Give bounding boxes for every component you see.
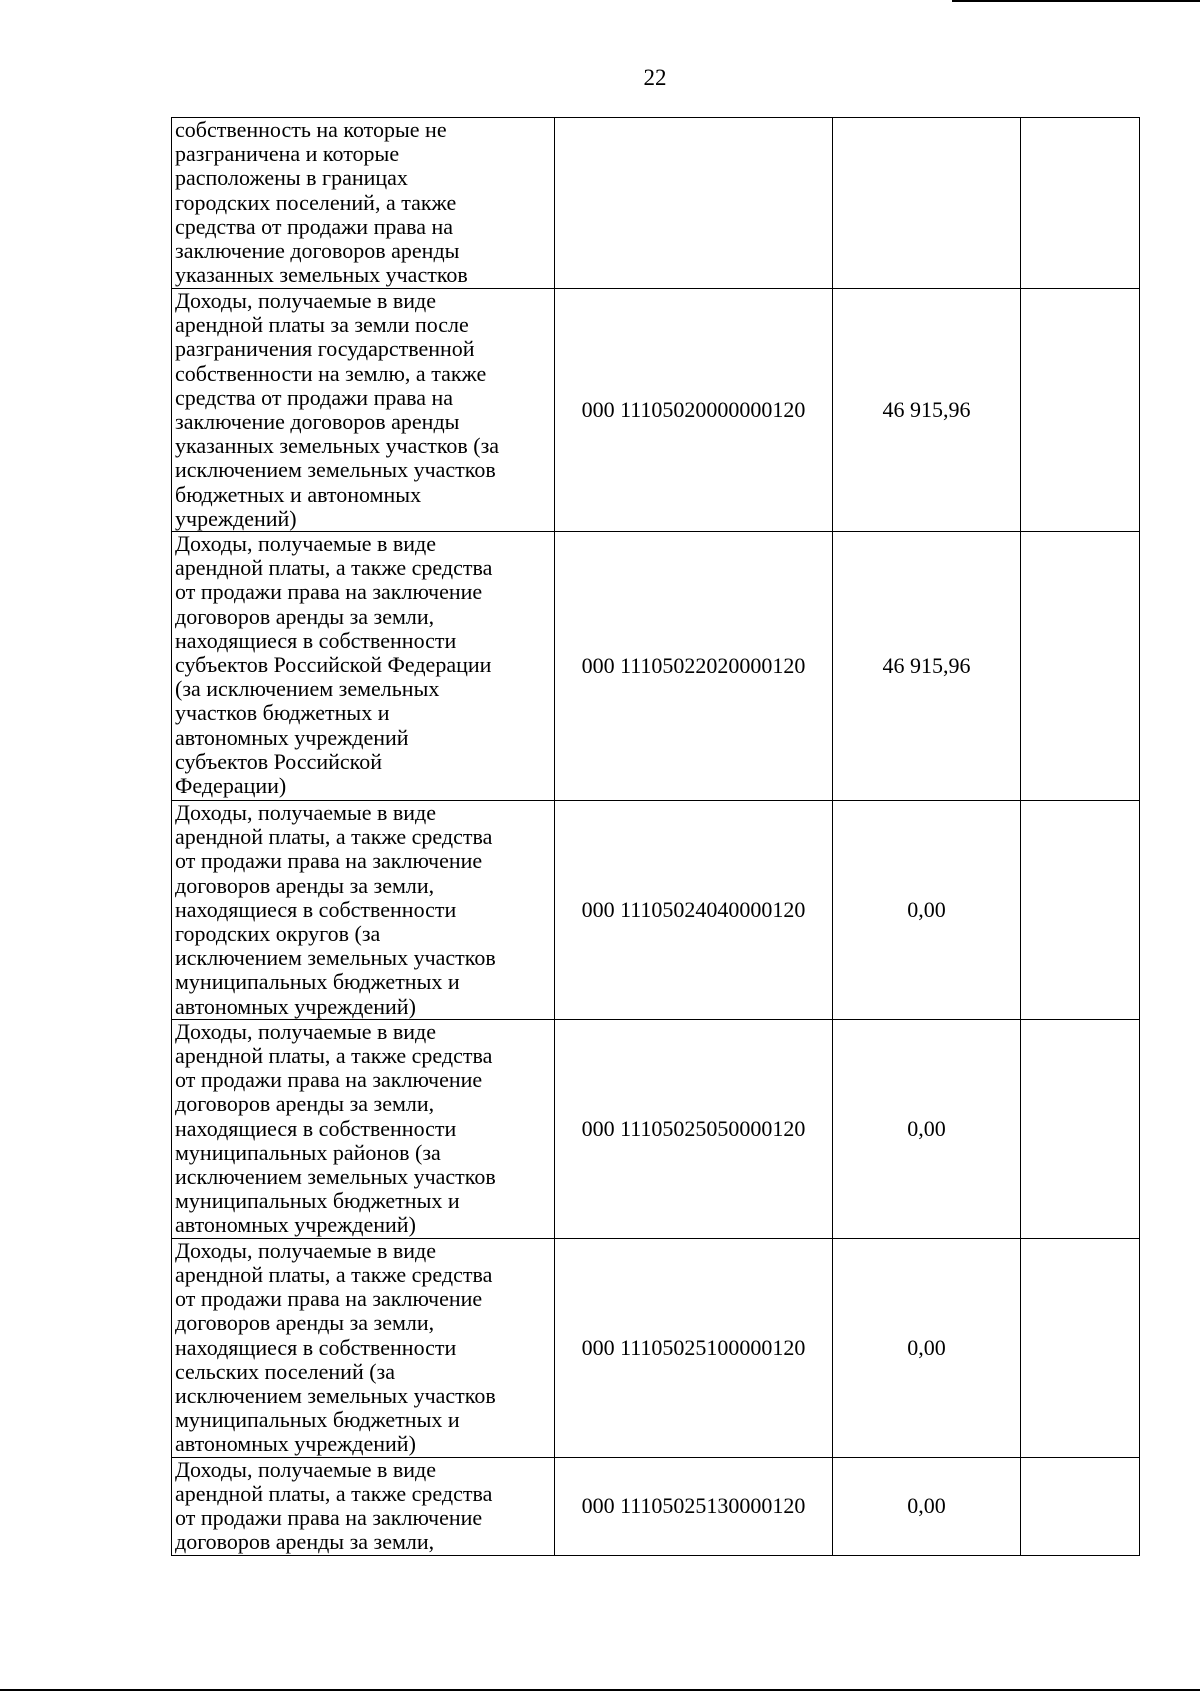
extra-cell: [1021, 1457, 1140, 1555]
revenue-name-cell: Доходы, получаемые в виде арендной платы за земли после разграничения государственной собственности на землю, а также средства от продажи права на заключение договоров аренды указанных земельных участков (за исключением земельных участков бюджетных и автономных учреждений): [172, 289, 555, 532]
page-number: 22: [643, 65, 667, 90]
amount-cell: 0,00: [833, 1238, 1021, 1457]
revenue-name-cell: Доходы, получаемые в виде арендной платы, а также средства от продажи права на заключение договоров аренды за земли, находящиеся в собственности городских округов (за исключением земельных участков муниципальных бюджетных и автономных учреждений): [172, 801, 555, 1020]
revenue-name-cell: Доходы, получаемые в виде арендной платы, а также средства от продажи права на заключение договоров аренды за земли, находящиеся в собственности субъектов Российской Федерации (за исключением земельных участков бюджетных и автономных учреждений субъектов Российской Федерации): [172, 532, 555, 801]
table-row: [172, 1019, 1140, 1238]
extra-cell: [1021, 118, 1140, 289]
revenue-name-cell: Доходы, получаемые в виде арендной платы, а также средства от продажи права на заключение договоров аренды за земли, находящиеся в собственности сельских поселений (за исключением земельных участков муниципальных бюджетных и автономных учреждений): [172, 1238, 555, 1457]
extra-cell: [1021, 289, 1140, 532]
amount-cell: 0,00: [833, 1457, 1021, 1555]
table-row: [172, 1457, 1140, 1555]
extra-cell: [1021, 1238, 1140, 1457]
revenue-name-cell: Доходы, получаемые в виде арендной платы, а также средства от продажи права на заключение договоров аренды за земли, находящиеся в собственности муниципальных районов (за исключением земельных участков муниципальных бюджетных и автономных учреждений): [172, 1019, 555, 1238]
budget-code-cell: 000 11105025100000120: [555, 1238, 833, 1457]
amount-cell: 0,00: [833, 801, 1021, 1020]
extra-cell: [1021, 532, 1140, 801]
scan-edge-top: [952, 0, 1200, 2]
table-row: [172, 801, 1140, 1020]
table-row: [172, 1238, 1140, 1457]
budget-code-cell: 000 11105024040000120: [555, 801, 833, 1020]
budget-code-cell: 000 11105025050000120: [555, 1019, 833, 1238]
scan-edge-bottom: [0, 1689, 1200, 1691]
amount-cell: 0,00: [833, 1019, 1021, 1238]
amount-cell: 46 915,96: [833, 532, 1021, 801]
extra-cell: [1021, 1019, 1140, 1238]
table-row: [172, 118, 1140, 289]
budget-code-cell: 000 11105022020000120: [555, 532, 833, 801]
amount-cell: [833, 118, 1021, 289]
table-row: [172, 289, 1140, 532]
budget-code-cell: 000 11105020000000120: [555, 289, 833, 532]
revenue-name-cell: собственность на которые не разграничена и которые расположены в границах городских поселений, а также средства от продажи права на заключение договоров аренды указанных земельных участков: [172, 118, 555, 289]
table-row: [172, 532, 1140, 801]
budget-code-cell: [555, 118, 833, 289]
extra-cell: [1021, 801, 1140, 1020]
revenue-table: [171, 117, 1140, 1556]
budget-code-cell: 000 11105025130000120: [555, 1457, 833, 1555]
revenue-name-cell: Доходы, получаемые в виде арендной платы, а также средства от продажи права на заключение договоров аренды за земли,: [172, 1457, 555, 1555]
amount-cell: 46 915,96: [833, 289, 1021, 532]
